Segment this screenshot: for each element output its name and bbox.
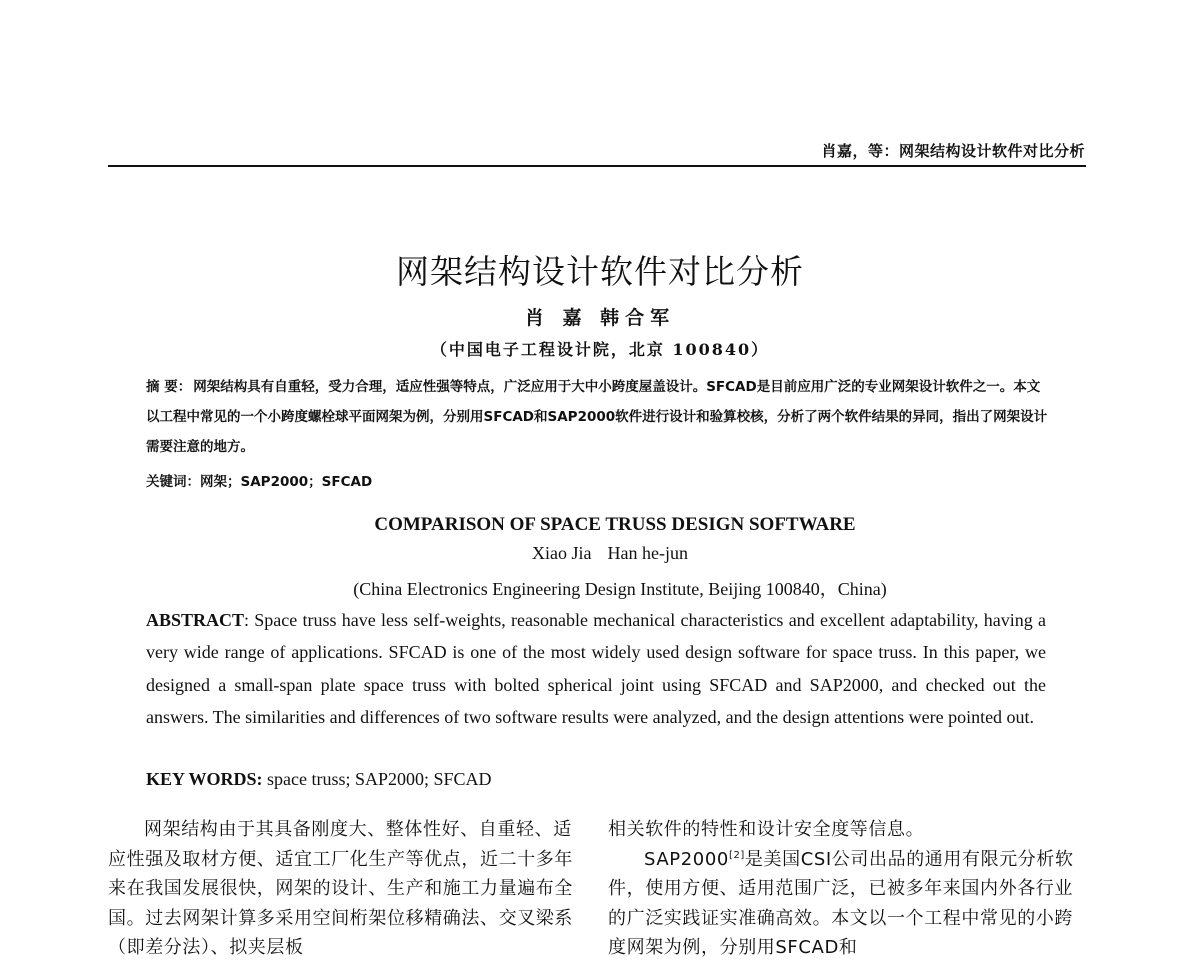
- body-text: 是美国CSI公司出品的通用有限元分析软件，使用方便、适用范围广泛，已被多年来国内外各行业的广泛实践证实准确高效。本文以一个工程中常见的小跨度网架为例，分别用SFCAD和: [608, 848, 1074, 958]
- paper-title-english: COMPARISON OF SPACE TRUSS DESIGN SOFTWARE: [374, 514, 856, 535]
- keywords-chinese-label: 关键词：: [146, 474, 200, 490]
- body-column-right: [608, 815, 1090, 963]
- paper-title-chinese: 网架结构设计软件对比分析: [396, 252, 804, 291]
- authors-english: [0, 543, 1200, 564]
- citation-ref: [2]: [728, 849, 745, 861]
- affiliation-english: (China Electronics Engineering Design Institute, Beijing 100840，China): [353, 579, 887, 599]
- keywords-english-label: KEY WORDS:: [146, 769, 263, 789]
- abstract-english-text: : Space truss have less self-weights, reasonable mechanical characteristics and excellent adaptability, having a very wide range of applications. SFCAD is one of the most widely used design software for space truss. In this paper, we designed a small-span plate space truss with bolted spherical joint using SFCAD and SAP2000, and checked out the answers. The similarities and differences of two software results were analyzed, and the design attentions were pointed out.: [146, 610, 1046, 728]
- keywords-english: [146, 769, 492, 790]
- header-rule: [108, 165, 1086, 167]
- running-head: 肖嘉，等：网架结构设计软件对比分析: [821, 142, 1085, 160]
- abstract-chinese-label: 摘 要：: [146, 379, 192, 395]
- body-paragraph: [608, 845, 1090, 963]
- author-english: Han he-jun: [607, 543, 688, 563]
- body-paragraph: 相关软件的特性和设计安全度等信息。: [608, 819, 925, 840]
- software-name: SAP2000: [644, 848, 729, 870]
- authors-chinese: 肖 嘉 韩合军: [524, 307, 676, 329]
- abstract-chinese: [146, 372, 1052, 462]
- abstract-english: [146, 604, 1046, 734]
- keywords-chinese: [146, 470, 372, 490]
- abstract-english-label: ABSTRACT: [146, 610, 245, 630]
- affiliation-chinese: （中国电子工程设计院，北京 100840）: [430, 340, 770, 359]
- body-column-left: [108, 815, 578, 963]
- body-paragraph: 网架结构由于其具备刚度大、整体性好、自重轻、适应性强及取材方便、适宜工厂化生产等优点，近二十多年来在我国发展很快，网架的设计、生产和施工力量遍布全国。过去网架计算多采用空间桁架位移精确法、交叉梁系（即差分法）、拟夹层板: [108, 819, 573, 958]
- keywords-english-text: space truss; SAP2000; SFCAD: [262, 769, 492, 789]
- keywords-chinese-text: 网架；SAP2000；SFCAD: [200, 474, 373, 490]
- abstract-chinese-text: 网架结构具有自重轻，受力合理，适应性强等特点，广泛应用于大中小跨度屋盖设计。SFCAD是目前应用广泛的专业网架设计软件之一。本文以工程中常见的一个小跨度螺栓球平面网架为例，分别用SFCAD和SAP2000软件进行设计和验算校核，分析了两个软件结果的异同，指出了网架设计需要注意的地方。: [146, 379, 1048, 455]
- author-english: Xiao Jia: [532, 543, 592, 563]
